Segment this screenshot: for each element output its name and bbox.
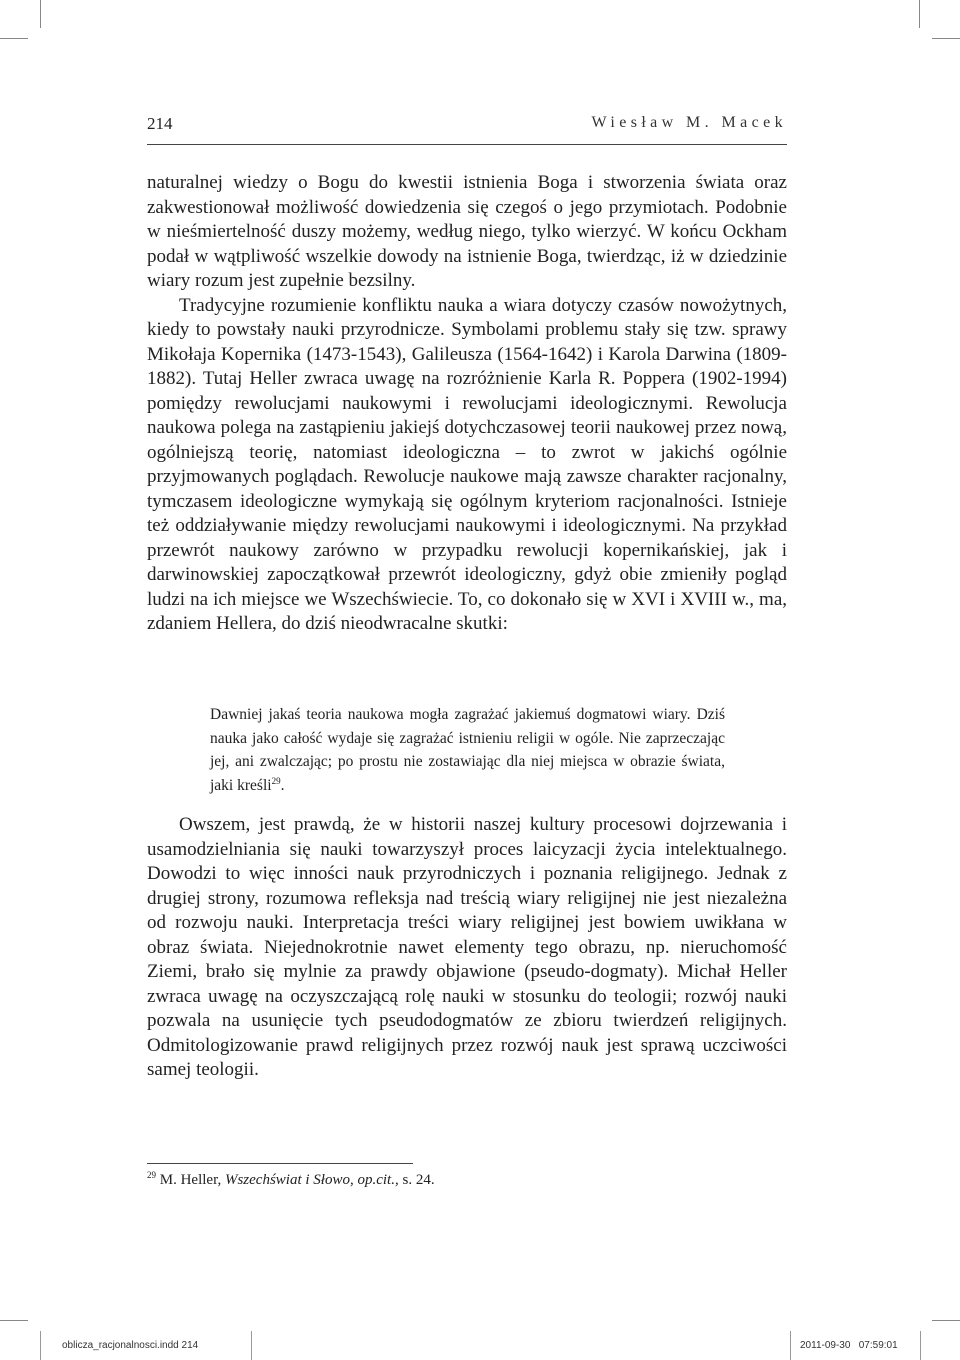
page-number: 214	[147, 114, 173, 133]
footnote-title: Wszechświat i Słowo	[224, 1172, 350, 1188]
page-header	[147, 114, 787, 138]
body-text-bottom	[147, 813, 787, 1083]
crop-mark	[932, 1320, 960, 1321]
footnote-ref: 29	[271, 775, 281, 786]
paragraph: Tradycyjne rozumienie konfliktu nauka a wiara dotyczy czasów nowożytnych, kiedy to powstały nauki przyrodnicze. Symbolami problemu stały się tzw. sprawy Mikołaja Kopernika (1473-1543), Galileusza (1564-1642) i Karola Darwina (1809-1882). Tutaj Heller zwraca uwagę na rozróżnienie Karla R. Poppera (1902-1994) pomiędzy rewolucjami naukowymi i rewolucjami ideologicznymi. Rewolucja naukowa polega na zastąpieniu jakiejś dotychczasowej teorii naukowej przez nową, ogólniejszą teorię, natomiast ideologiczna – to zwrot w jakichś ogólnie przyjmowanych poglądach. Rewolucje naukowe mają zawsze charakter racjonalny, tymczasem ideologiczne wymykają się ogólnym kryteriom racjonalności. Istnieje też oddziaływanie między rewolucjami naukowymi i ideologicznymi. Na przykład przewrót naukowy zarówno w przypadku rewolucji kopernikańskiej, jak i darwinowskiej zapoczątkował przewrót ideologiczny, gdyż obie zmieniły pogląd ludzi na ich miejsce we Wszechświecie. To, co dokonało się w XVI i XVIII w., ma, zdaniem Hellera, do dziś nieodwracalne skutki:	[147, 294, 787, 634]
slug-filename: oblicza_racjonalnosci.indd 214	[62, 1340, 199, 1351]
footnote-rule	[147, 1163, 413, 1164]
running-head: Wiesław M. Macek	[591, 114, 787, 131]
crop-mark	[0, 38, 28, 39]
slug-datetime: 2011-09-30 07:59:01	[800, 1340, 898, 1351]
block-quote	[210, 703, 725, 797]
footnote-page: , s. 24.	[394, 1172, 435, 1188]
footnote-opcit: op.cit.	[357, 1172, 395, 1188]
crop-mark	[40, 0, 41, 28]
crop-mark	[919, 0, 920, 28]
crop-mark	[0, 1320, 28, 1321]
body-text-top	[147, 171, 787, 637]
print-slug	[0, 1331, 960, 1360]
paragraph: Owszem, jest prawdą, że w historii naszej kultury procesowi dojrzewania i usamodzielniania się nauki towarzyszył proces laicyzacji życia intelektualnego. Dowodzi to więc inności nauk przyrodniczych i poznania religijnego. Jednak z drugiej strony, rozumowa refleksja nad treścią wiary religijnej nie jest niezależna od rozwoju nauki. Interpretacja treści wiary religijnej jest bowiem uwikłana w obraz świata. Niejednokrotnie nawet elementy tego obrazu, np. nieruchomość Ziemi, brało się mylnie za prawdy objawione (pseudo-dogmaty). Michał Heller zwraca uwagę na oczyszczającą rolę nauki w stosunku do teologii; rozwój nauki pozwala na usunięcie tych pseudodogmatów ze zbioru twierdzeń religijnych. Odmitologizowanie prawd religijnych przez rozwój nauk jest sprawą uczciwości samej teologii.	[147, 814, 787, 1080]
footnote-sep: ,	[349, 1172, 354, 1188]
quote-text: Dawniej jakaś teoria naukowa mogła zagrażać jakiemuś dogmatowi wiary. Dziś nauka jako całość wydaje się zagrażać istnieniu religii w ogóle. Nie zaprzeczając jej, ani zwalczając; po prostu nie zostawiając dla niej miejsca w obrazie świata, jaki kreśli	[210, 706, 725, 794]
paragraph: naturalnej wiedzy o Bogu do kwestii istnienia Boga i stworzenia świata oraz zakwestionował możliwość dowiedzenia się czegoś o jego przymiotach. Podobnie w nieśmiertelność duszy możemy, według niego, tylko wierzyć. W końcu Ockham podał w wątpliwość wszelkie dowody na istnienie Boga, twierdząc, iż w dziedzinie wiary rozum jest zupełnie bezsilny.	[147, 172, 787, 291]
crop-mark	[932, 38, 960, 39]
header-rule	[147, 144, 787, 145]
footnote-author: M. Heller,	[159, 1172, 222, 1188]
footnote-number: 29	[147, 1170, 156, 1180]
footnote	[147, 1172, 435, 1189]
quote-end: .	[280, 776, 285, 794]
